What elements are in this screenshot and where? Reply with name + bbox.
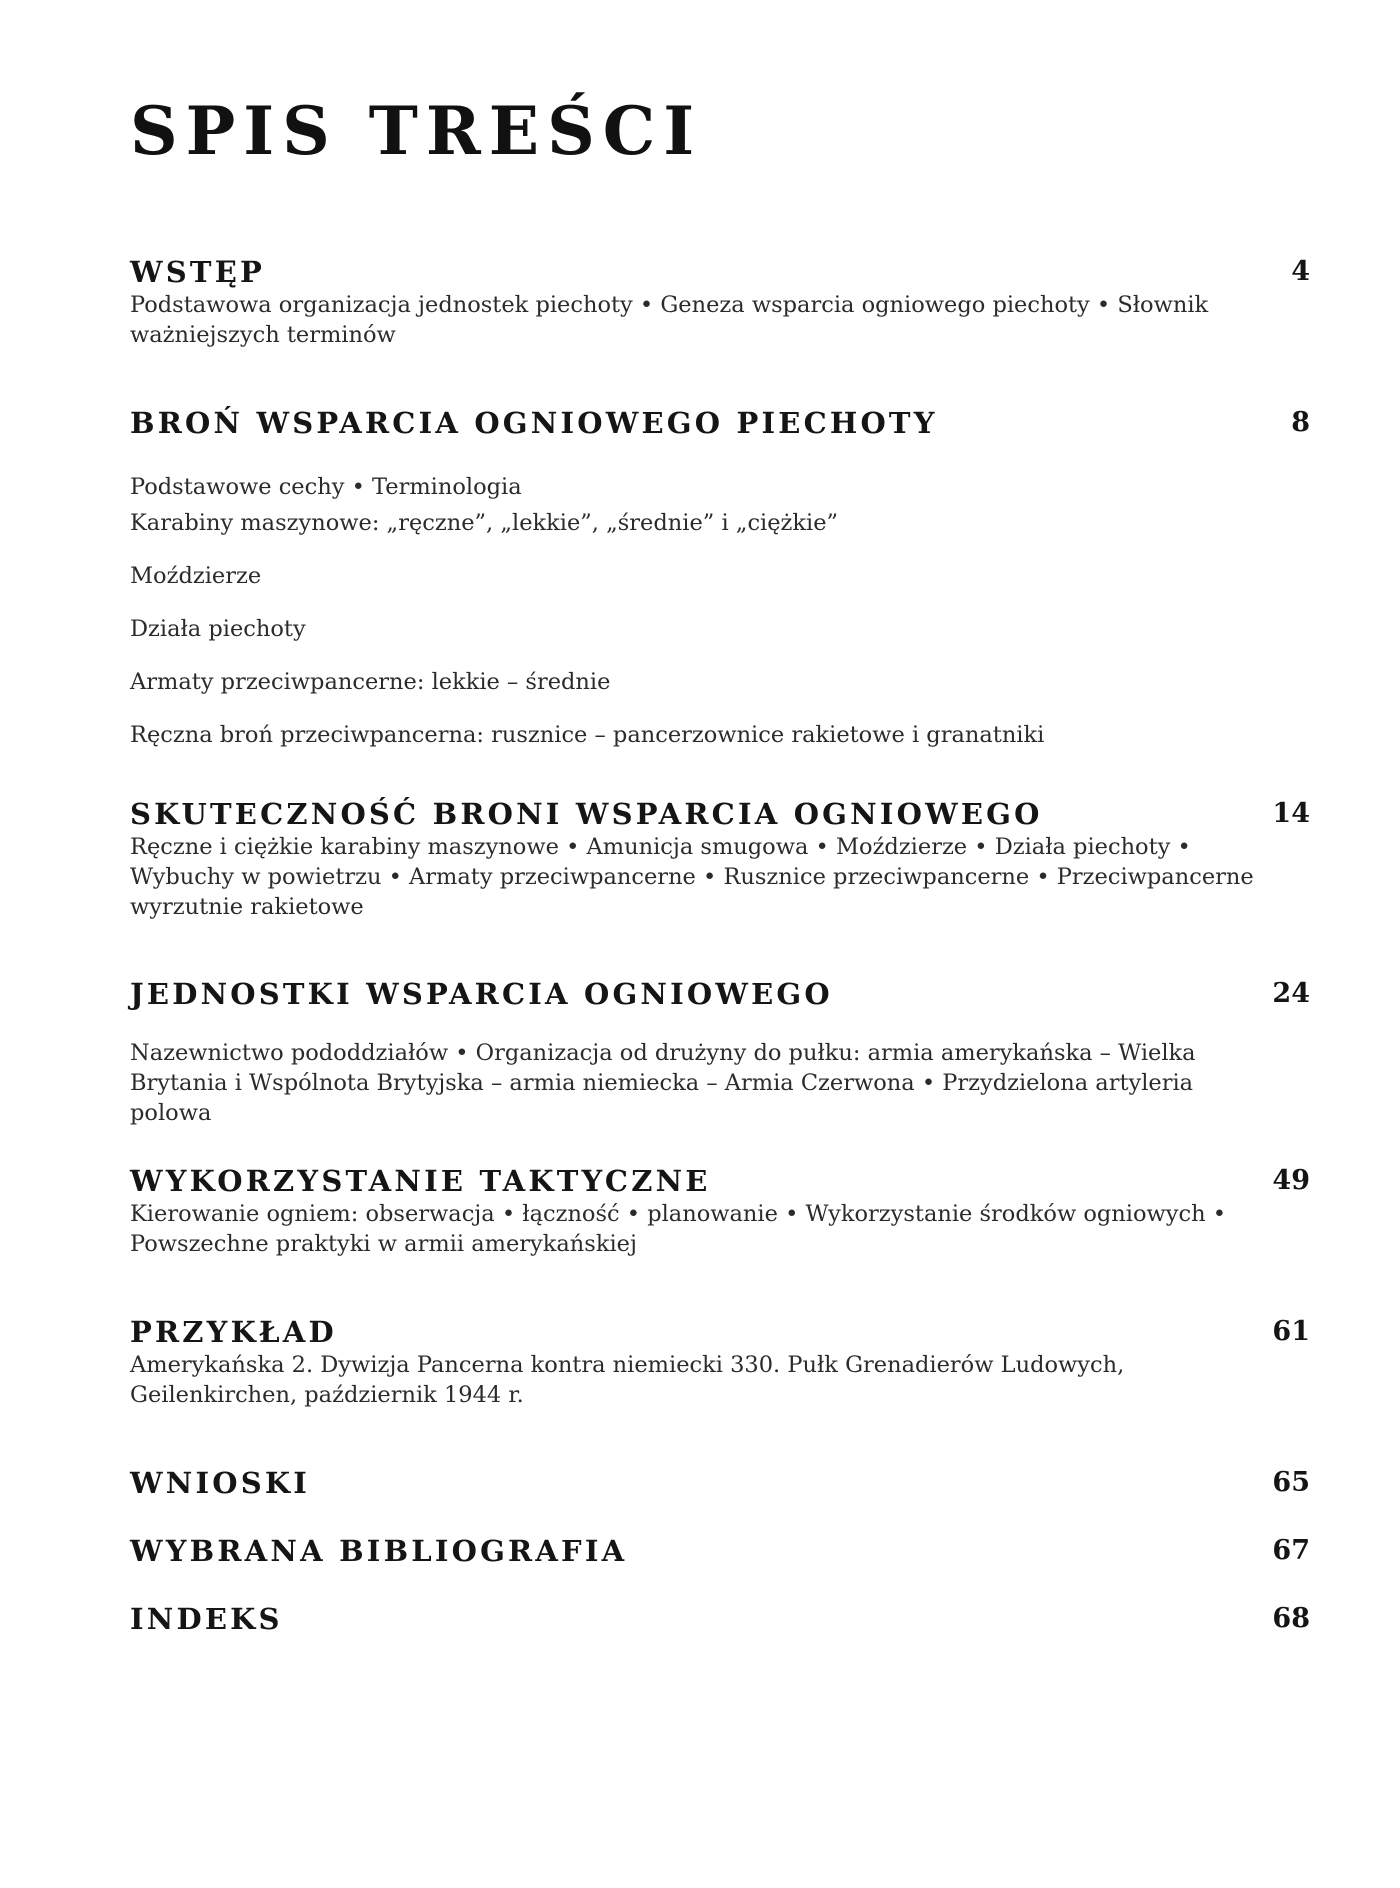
toc-entry-title[interactable]: WSTĘP <box>130 255 266 289</box>
toc-entry-indeks[interactable] <box>130 1601 1310 1637</box>
toc-subitem: Ręczna broń przeciwpancerna: rusznice – pancerzownice rakietowe i granatniki <box>130 722 1045 748</box>
toc-entry-wnioski[interactable] <box>130 1465 1310 1501</box>
toc-entry-page: 68 <box>1272 1603 1310 1634</box>
toc-entry-title[interactable]: INDEKS <box>130 1602 283 1636</box>
toc-subitem: Armaty przeciwpancerne: lekkie – średnie <box>130 669 611 695</box>
toc-entry-page: 49 <box>1272 1165 1310 1196</box>
toc-entry-page: 8 <box>1291 407 1310 438</box>
toc-entry-page: 24 <box>1272 978 1310 1009</box>
toc-entry-title[interactable]: PRZYKŁAD <box>130 1315 337 1349</box>
toc-entry-description: Amerykańska 2. Dywizja Pancerna kontra niemiecki 330. Pułk Grenadierów Ludowych, Geilenkirchen, październik 1944 r. <box>130 1352 1125 1408</box>
toc-entry-description: Ręczne i ciężkie karabiny maszynowe • Amunicja smugowa • Moździerze • Działa piechoty • Wybuchy w powietrzu • Armaty przeciwpancerne • Rusznice przeciwpancerne • Przeciwpancerne wyrzutnie rakietowe <box>130 834 1254 920</box>
toc-entry-wykorzystanie[interactable] <box>130 1163 1310 1259</box>
toc-subitem: Karabiny maszynowe: „ręczne”, „lekkie”, „średnie” i „ciężkie” <box>130 510 839 536</box>
toc-subitem: Moździerze <box>130 563 262 589</box>
toc-entry-description: Podstawowa organizacja jednostek piechoty • Geneza wsparcia ogniowego piechoty • Słownik ważniejszych terminów <box>130 292 1209 348</box>
toc-entry-title[interactable]: WNIOSKI <box>130 1466 311 1500</box>
toc-entry-page: 61 <box>1272 1316 1310 1347</box>
toc-entry-page: 67 <box>1272 1535 1310 1566</box>
toc-entry-page: 65 <box>1272 1467 1310 1498</box>
page-title: SPIS TREŚCI <box>130 92 703 170</box>
toc-subitem: Podstawowe cechy • Terminologia <box>130 474 522 500</box>
toc-entry-jednostki[interactable] <box>130 976 1310 1128</box>
toc-entry-wstep[interactable] <box>130 254 1310 350</box>
toc-entry-description: Kierowanie ogniem: obserwacja • łączność • planowanie • Wykorzystanie środków ogniowych • Powszechne praktyki w armii amerykańskiej <box>130 1201 1227 1257</box>
toc-entry-page: 4 <box>1291 256 1310 287</box>
toc-entry-page: 14 <box>1272 798 1310 829</box>
toc-entry-title[interactable]: SKUTECZNOŚĆ BRONI WSPARCIA OGNIOWEGO <box>130 797 1043 831</box>
toc-entry-bibliografia[interactable] <box>130 1533 1310 1569</box>
toc-entry-title[interactable]: WYBRANA BIBLIOGRAFIA <box>130 1534 628 1568</box>
toc-entry-przyklad[interactable] <box>130 1314 1310 1410</box>
toc-page <box>130 0 1310 1888</box>
toc-entry-bron[interactable] <box>130 405 1310 441</box>
toc-entry-title[interactable]: BROŃ WSPARCIA OGNIOWEGO PIECHOTY <box>130 406 938 440</box>
toc-entry-title[interactable]: JEDNOSTKI WSPARCIA OGNIOWEGO <box>130 977 833 1011</box>
toc-entry-skutecznosc[interactable] <box>130 796 1310 922</box>
toc-subitem: Działa piechoty <box>130 616 306 642</box>
toc-entry-description: Nazewnictwo pododdziałów • Organizacja od drużyny do pułku: armia amerykańska – Wielka Brytania i Wspólnota Brytyjska – armia niemiecka – Armia Czerwona • Przydzielona artyleria polowa <box>130 1040 1196 1126</box>
toc-entry-title[interactable]: WYKORZYSTANIE TAKTYCZNE <box>130 1164 711 1198</box>
